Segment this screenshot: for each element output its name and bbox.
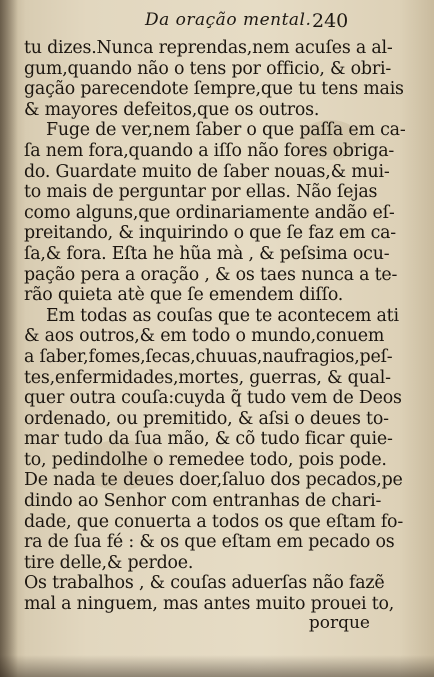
text-line: ſa,& fora. Eſta he hũa mà , & peſsima ocu- [24,243,390,264]
text-line: dindo ao Senhor com entranhas de chari- [24,491,382,512]
text-line: ra de ſua fé : & os que eſtam em pecado os [24,532,395,553]
text-line: tire delle,& perdoe. [24,552,194,573]
text-line: ordenado, ou premitido, & aſsi o deues to- [24,408,389,429]
text-line: gum,quando não o tens por officio, & obri- [24,58,392,79]
text-line: De nada te deues doer,ſaluo dos pecados,pe [24,470,403,491]
text-line: gação parecendote ſempre,que tu tens mais [24,79,404,100]
running-head: Da oração mental. [145,10,312,30]
text-line: Os trabalhos , & couſas aduerſas não fazẽ [24,573,385,594]
text-line: mal a ninguem, mas antes muito prouei to, [24,594,395,615]
gutter-shadow [0,0,18,677]
catchword: porque [308,613,370,633]
text-line: como alguns,que ordinariamente andão eſ- [24,202,395,223]
text-line: pação pera a oração , & os taes nunca a te- [24,264,398,285]
text-line: tes,enfermidades,mortes, guerras, & qual- [24,367,391,388]
text-line: to, pedindolhe o remedee todo, pois pode. [24,449,387,470]
text-line: Em todas as couſas que te acontecem ati [46,305,399,326]
page-number: 240 [312,10,349,32]
text-line: rão quieta atè que ſe emendem diſſo. [24,285,344,306]
text-line: quer outra couſa:cuyda q̃ tudo vem de Deos [24,388,402,409]
text-line: & aos outros,& em todo o mundo,conuem [24,326,385,347]
text-line: ſa nem fora,quando a iſſo não fores obriga- [24,140,395,161]
text-line: Fuge de ver,nem ſaber o que paſſa em ca- [46,120,406,141]
text-line: do. Guardate muito de ſaber nouas,& mui- [24,161,390,182]
text-line: a ſaber,fomes,ſecas,chuuas,naufragios,peſ- [24,346,393,367]
text-line: tu dizes.Nunca reprendas,nem acuſes a al- [24,38,393,58]
text-line: to mais de perguntar por ellas. Não ſejas [24,182,378,203]
bottom-edge-shadow [0,655,434,677]
text-line: dade, que conuerta a todos os que eſtam fo- [24,511,404,532]
text-line: mar tudo da ſua mão, & cõ tudo ficar quie- [24,429,393,450]
page-header [0,6,434,36]
body-text [24,38,406,615]
text-line: preitando, & inquirindo o que ſe faz em ca- [24,223,396,244]
text-line: & mayores defeitos,que os outros. [24,99,320,120]
